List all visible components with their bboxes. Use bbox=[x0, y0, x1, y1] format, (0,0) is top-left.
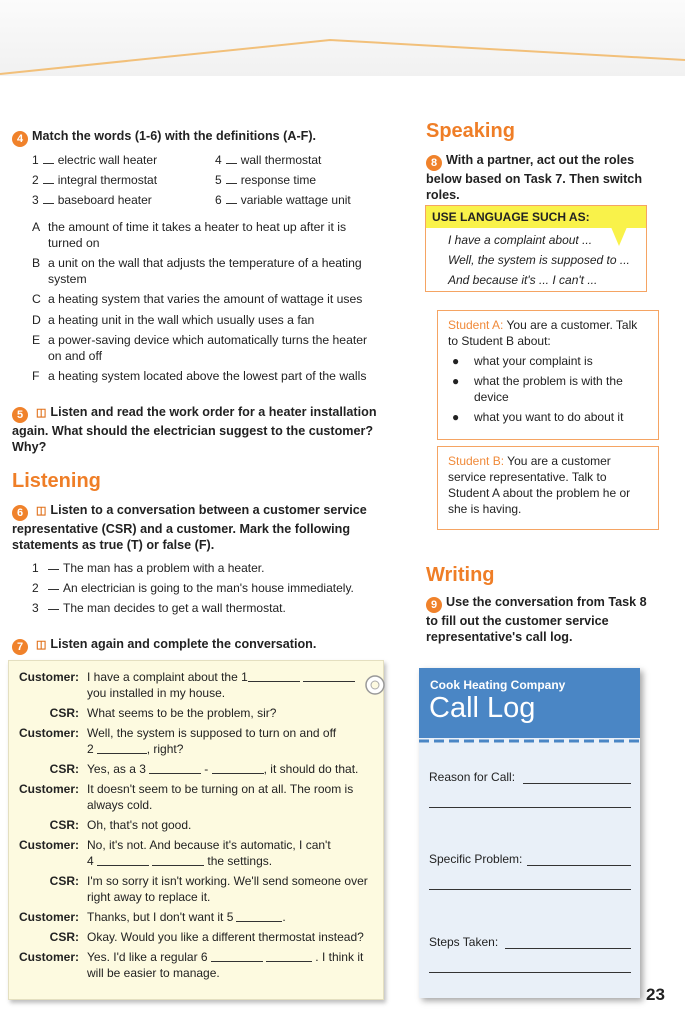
steps-input-line-2[interactable] bbox=[429, 971, 631, 973]
writing-heading: Writing bbox=[426, 564, 495, 586]
audio-icon[interactable]: ◫ bbox=[36, 639, 47, 651]
answer-blank[interactable] bbox=[43, 194, 54, 204]
task-number-badge: 5 bbox=[12, 407, 28, 423]
page-header-band bbox=[0, 0, 685, 76]
definition-item: B a unit on the wall that adjusts the temperature of a heating system bbox=[32, 256, 362, 286]
dialogue-line: CSR: I'm so sorry it isn't working. We'll send someone over right away to replace it. bbox=[49, 874, 368, 904]
answer-blank[interactable] bbox=[43, 174, 54, 184]
dialogue-line: Customer: Well, the system is supposed to turn on and off 2 , right? bbox=[18, 726, 337, 756]
task4-instruction: Match the words (1-6) with the definitions (A-F). bbox=[32, 129, 317, 143]
student-a-label: Student A: bbox=[448, 318, 504, 332]
student-b-card bbox=[437, 446, 659, 530]
steps-input-line[interactable] bbox=[505, 947, 631, 949]
task-number-badge: 7 bbox=[12, 639, 28, 655]
speech-tail-icon bbox=[608, 220, 630, 246]
definition-list bbox=[32, 220, 377, 390]
listening-heading: Listening bbox=[12, 470, 101, 492]
speaking-heading: Speaking bbox=[426, 120, 515, 142]
task-number-badge: 9 bbox=[426, 597, 442, 613]
problem-input-line-2[interactable] bbox=[429, 888, 631, 890]
dialogue-line: CSR: Okay. Would you like a different thermostat instead? bbox=[49, 930, 364, 944]
task-number-badge: 4 bbox=[12, 131, 28, 147]
answer-blank[interactable] bbox=[226, 194, 237, 204]
answer-blank[interactable] bbox=[266, 951, 312, 962]
task7-heading bbox=[12, 636, 316, 655]
word-item: 6 variable wattage unit bbox=[215, 193, 351, 207]
task6-instruction: Listen to a conversation between a customer service representative (CSR) and a customer. Mark the following statements as true (T) or false (F). bbox=[12, 503, 367, 552]
answer-blank[interactable] bbox=[212, 763, 264, 774]
steps-label: Steps Taken: bbox=[429, 935, 499, 949]
use-language-title: USE LANGUAGE SUCH AS: bbox=[426, 206, 646, 228]
bullet-item: ● what your complaint is bbox=[452, 354, 593, 368]
word-item: 4 wall thermostat bbox=[215, 153, 322, 167]
call-log-header bbox=[419, 668, 640, 738]
dialogue-line: Customer: Yes. I'd like a regular 6 . I think it will be easier to manage. bbox=[18, 950, 364, 980]
student-b-label: Student B: bbox=[448, 454, 505, 468]
dialogue-line: Customer: It doesn't seem to be turning on at all. The room is always cold. bbox=[18, 782, 354, 812]
definition-item: A the amount of time it takes a heater to heat up after it is turned on bbox=[32, 220, 347, 250]
definition-item: E a power-saving device which automatically turns the heater on and off bbox=[32, 333, 368, 363]
answer-blank[interactable] bbox=[152, 855, 204, 866]
answer-blank[interactable] bbox=[248, 671, 300, 682]
use-language-box bbox=[425, 205, 647, 292]
word-item: 1 electric wall heater bbox=[32, 153, 158, 167]
statement-item: 2 An electrician is going to the man's house immediately. bbox=[32, 581, 354, 595]
answer-blank[interactable] bbox=[97, 743, 147, 754]
page-number: 23 bbox=[646, 985, 665, 1004]
audio-icon[interactable]: ◫ bbox=[36, 407, 47, 419]
language-example: And because it's ... I can't ... bbox=[448, 273, 598, 287]
dialogue-line: CSR: Oh, that's not good. bbox=[49, 818, 192, 832]
word-item: 3 baseboard heater bbox=[32, 193, 152, 207]
task9-heading bbox=[426, 594, 651, 645]
answer-blank[interactable] bbox=[236, 911, 282, 922]
answer-blank[interactable] bbox=[43, 154, 54, 164]
task7-instruction: Listen again and complete the conversation. bbox=[50, 637, 317, 651]
definition-item: C a heating system that varies the amount of wattage it uses bbox=[32, 292, 363, 306]
task9-instruction: Use the conversation from Task 8 to fill out the customer service representative's call log. bbox=[426, 595, 647, 644]
header-decoration bbox=[0, 0, 685, 76]
student-a-card bbox=[437, 310, 659, 440]
dialogue-line: Customer: Thanks, but I don't want it 5 . bbox=[18, 910, 286, 924]
bullet-item: ● what you want to do about it bbox=[452, 410, 624, 424]
task-number-badge: 6 bbox=[12, 505, 28, 521]
answer-blank[interactable] bbox=[48, 560, 59, 570]
student-b-text: You are a customer service representative. Talk to Student A about the problem he or she is having. bbox=[448, 454, 631, 516]
call-log-form bbox=[419, 668, 640, 998]
answer-blank[interactable] bbox=[226, 174, 237, 184]
dialogue-line: CSR: Yes, as a 3 - , it should do that. bbox=[49, 762, 359, 776]
statement-list bbox=[32, 560, 382, 620]
answer-blank[interactable] bbox=[226, 154, 237, 164]
task5-instruction: Listen and read the work order for a heater installation again. What should the electrician suggest to the customer? Why? bbox=[12, 405, 377, 454]
task8-instruction: With a partner, act out the roles below based on Task 7. Then switch roles. bbox=[426, 153, 643, 202]
definition-item: D a heating unit in the wall which usually uses a fan bbox=[32, 312, 315, 327]
call-log-title: Call Log bbox=[429, 692, 536, 724]
answer-blank[interactable] bbox=[211, 951, 263, 962]
answer-blank[interactable] bbox=[48, 580, 59, 590]
language-example: I have a complaint about ... bbox=[448, 233, 593, 247]
pin-icon bbox=[361, 671, 389, 699]
reason-label: Reason for Call: bbox=[429, 770, 516, 784]
definition-item: F a heating system located above the lowest part of the walls bbox=[32, 369, 367, 383]
word-item: 5 response time bbox=[215, 173, 317, 187]
answer-blank[interactable] bbox=[149, 763, 201, 774]
reason-input-line-2[interactable] bbox=[429, 806, 631, 808]
language-example: Well, the system is supposed to ... bbox=[448, 253, 630, 267]
task4-heading bbox=[12, 128, 316, 147]
answer-blank[interactable] bbox=[303, 671, 355, 682]
dialogue-line: CSR: What seems to be the problem, sir? bbox=[49, 706, 277, 720]
task5-heading bbox=[12, 404, 387, 455]
statement-item: 3 The man decides to get a wall thermostat. bbox=[32, 601, 286, 615]
answer-blank[interactable] bbox=[97, 855, 149, 866]
audio-icon[interactable]: ◫ bbox=[36, 505, 47, 517]
bullet-item: ● what the problem is with the device bbox=[452, 374, 623, 404]
problem-label: Specific Problem: bbox=[429, 852, 523, 866]
problem-input-line[interactable] bbox=[527, 864, 631, 866]
conversation-card bbox=[8, 660, 384, 1000]
dialogue-line: Customer: I have a complaint about the 1 you installed in my house. bbox=[9, 669, 375, 701]
task-number-badge: 8 bbox=[426, 155, 442, 171]
task6-heading bbox=[12, 502, 387, 553]
header-dash-divider bbox=[419, 738, 640, 746]
reason-input-line[interactable] bbox=[523, 782, 631, 784]
statement-item: 1 The man has a problem with a heater. bbox=[32, 561, 265, 575]
task8-heading bbox=[426, 152, 651, 203]
company-name: Cook Heating Company bbox=[430, 678, 566, 692]
answer-blank[interactable] bbox=[48, 600, 59, 610]
dialogue-line: Customer: No, it's not. And because it's automatic, I can't 4 the settings. bbox=[18, 838, 331, 868]
student-a-text: You are a customer. Talk to Student B about: bbox=[448, 318, 638, 348]
word-item: 2 integral thermostat bbox=[32, 173, 158, 187]
